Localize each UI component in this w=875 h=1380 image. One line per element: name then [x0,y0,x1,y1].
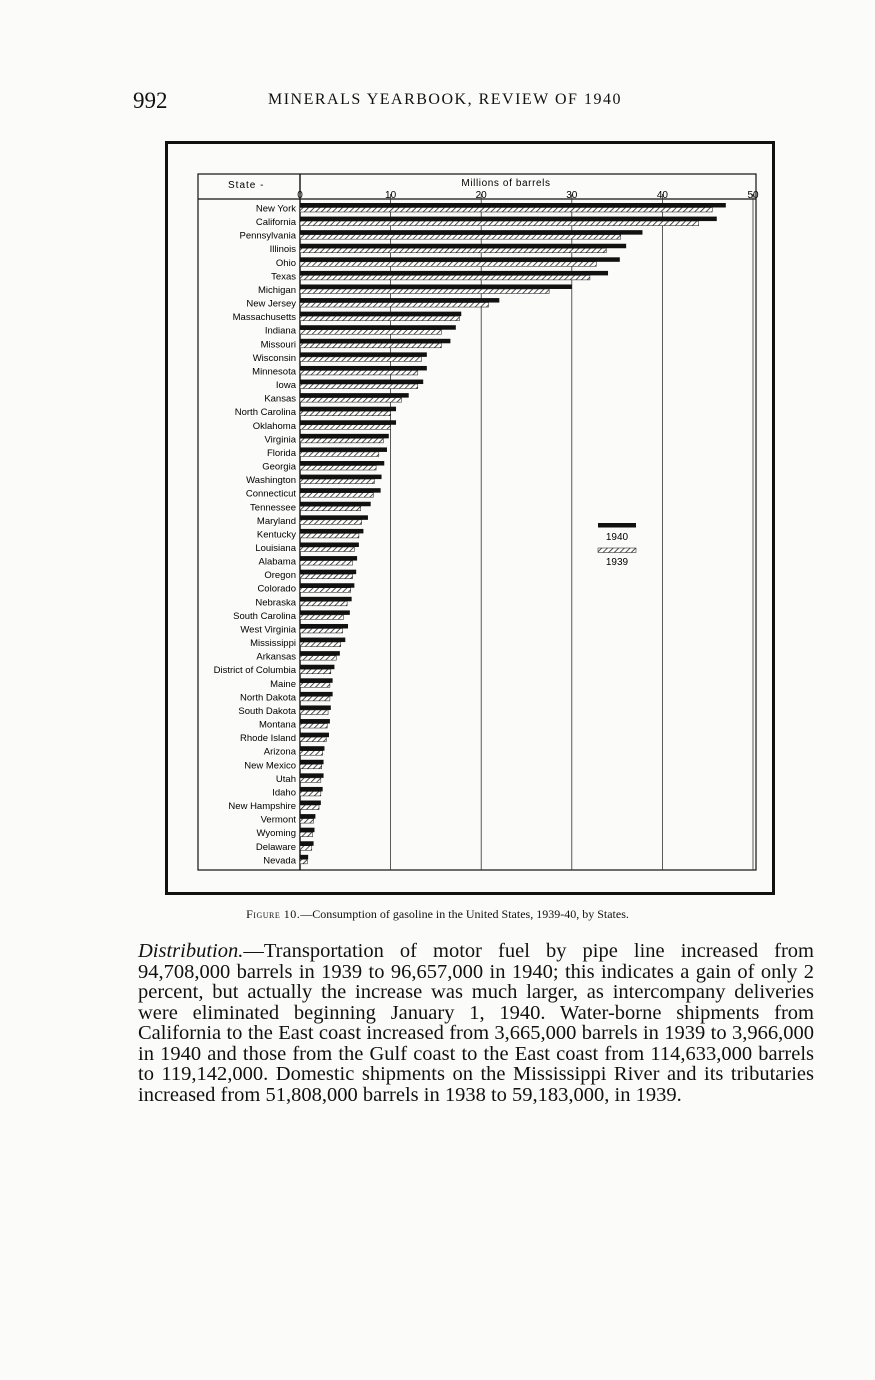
bar-1940-north-carolina [300,407,396,412]
category-label-arizona: Arizona [263,746,296,758]
bar-1939-illinois [300,248,606,253]
category-label-washington: Washington [246,475,296,487]
category-label-new-mexico: New Mexico [244,760,296,772]
legend-label-1940: 1940 [605,532,629,543]
x-tick-label-40: 40 [656,190,668,201]
bar-1940-arizona [300,746,324,751]
bar-1939-washington [300,479,374,484]
bar-1940-new-york [300,203,726,208]
bar-1940-maryland [300,515,368,520]
legend-label-1939: 1939 [605,557,629,568]
category-label-rhode-island: Rhode Island [240,733,296,745]
category-label-iowa: Iowa [275,380,296,392]
bar-1940-virginia [300,434,389,439]
bar-1939-delaware [300,846,312,851]
bar-1940-missouri [300,339,450,344]
category-label-new-hampshire: New Hampshire [228,801,296,813]
bar-1939-connecticut [300,493,373,498]
paragraph-run-in-heading: Distribution. [138,940,244,962]
running-head: MINERALS YEARBOOK, REVIEW OF 1940 [268,91,622,108]
bar-1939-massachusetts [300,316,459,321]
bar-1939-north-dakota [300,696,330,701]
category-label-kansas: Kansas [264,393,296,405]
bar-1939-missouri [300,343,441,348]
bar-1939-new-hampshire [300,805,319,810]
bar-1939-nevada [300,859,307,864]
page-number: 992 [133,88,168,113]
bar-1939-new-jersey [300,303,488,308]
x-tick-label-20: 20 [475,190,487,201]
bar-1940-district-of-columbia [300,665,334,670]
figure-caption [0,907,875,922]
body-paragraph [138,941,814,1105]
bar-1939-michigan [300,289,549,294]
bar-1939-colorado [300,588,351,593]
bar-1940-kentucky [300,529,363,534]
category-label-north-carolina: North Carolina [234,407,296,419]
category-label-nebraska: Nebraska [255,597,296,609]
category-label-montana: Montana [259,719,296,731]
bar-1939-vermont [300,819,314,824]
bar-1940-north-dakota [300,692,333,697]
bar-1940-louisiana [300,543,359,548]
bar-1940-michigan [300,284,572,289]
x-tick-label-30: 30 [566,190,578,201]
figure-caption-label: Figure 10. [246,907,301,921]
category-label-wisconsin: Wisconsin [252,352,296,364]
category-label-district-of-columbia: District of Columbia [213,665,296,677]
bar-1940-mississippi [300,638,345,643]
bar-1940-washington [300,475,382,480]
category-label-virginia: Virginia [264,434,296,446]
category-label-massachusetts: Massachusetts [232,312,296,324]
bar-1939-georgia [300,466,376,471]
paragraph-text: —Transportation of motor fuel by pipe line increased from 94,708,000 barrels in 1939 to 96,657,000 in 1940; this indicates a gain of only 2 percent, but actually the increase was much larger, as intercompany deliveries were eliminated beginning January 1, 1940. Water-borne shipments from California to the East coast increased from 3,665,000 barrels in 1939 to 3,966,000 in 1940 and those from the Gulf coast to the East coast from 114,633,000 barrels to 119,142,000. Domestic shipments on the Mississippi River and its tributaries increased from 51,808,000 barrels in 1938 to 59,183,000, in 1939. [138,940,814,1106]
bar-1940-texas [300,271,608,276]
bar-1940-ohio [300,257,620,262]
bar-1939-idaho [300,791,321,796]
bar-1940-utah [300,773,324,778]
category-label-georgia: Georgia [262,461,296,473]
category-label-west-virginia: West Virginia [240,624,296,636]
bar-1940-massachusetts [300,312,461,317]
category-label-texas: Texas [271,271,296,283]
category-label-indiana: Indiana [264,325,296,337]
bar-1940-iowa [300,380,423,385]
category-label-illinois: Illinois [269,244,296,256]
bar-1939-maryland [300,520,362,525]
bar-1939-virginia [300,438,383,443]
bar-1939-texas [300,275,590,280]
y-axis-title: State - [228,180,265,191]
category-label-florida: Florida [266,447,296,459]
category-label-idaho: Idaho [272,787,296,799]
bar-1940-connecticut [300,488,381,493]
bar-1940-new-jersey [300,298,499,303]
bar-1939-maine [300,683,330,688]
bar-1939-wisconsin [300,357,421,362]
bar-1940-wyoming [300,828,314,833]
bar-1939-north-carolina [300,411,391,416]
bar-1939-alabama [300,561,353,566]
category-label-california: California [255,217,296,229]
bar-1939-tennessee [300,506,361,511]
category-label-oklahoma: Oklahoma [252,420,296,432]
bar-1939-oregon [300,574,353,579]
bar-1939-mississippi [300,642,341,647]
category-label-arkansas: Arkansas [256,651,296,663]
bar-1940-wisconsin [300,352,427,357]
category-label-new-jersey: New Jersey [246,298,296,310]
bar-1940-florida [300,447,387,452]
bar-1939-south-carolina [300,615,343,620]
category-label-connecticut: Connecticut [245,488,296,500]
bar-1939-wyoming [300,832,313,837]
bar-1940-nevada [300,855,308,860]
category-label-tennessee: Tennessee [250,502,296,514]
category-label-ohio: Ohio [275,257,296,269]
category-label-south-dakota: South Dakota [238,705,296,717]
legend-swatch-1939 [598,548,636,553]
bar-1939-south-dakota [300,710,328,715]
category-label-minnesota: Minnesota [252,366,296,378]
bar-1939-arkansas [300,656,336,661]
bar-1940-maine [300,678,333,683]
bar-1940-south-carolina [300,610,350,615]
category-label-oregon: Oregon [264,570,296,582]
category-label-mississippi: Mississippi [250,638,296,650]
category-label-maryland: Maryland [256,515,296,527]
category-label-kentucky: Kentucky [256,529,296,541]
bar-1940-kansas [300,393,409,398]
bar-1940-new-mexico [300,760,324,765]
bar-1939-district-of-columbia [300,669,331,674]
gasoline-consumption-chart [168,144,772,892]
category-label-new-york: New York [255,203,296,215]
category-label-alabama: Alabama [258,556,296,568]
bar-1940-rhode-island [300,733,329,738]
bar-1939-indiana [300,330,441,335]
x-tick-label-50: 50 [747,190,759,201]
bar-1940-minnesota [300,366,427,371]
category-label-missouri: Missouri [260,339,296,351]
bar-1939-new-york [300,208,712,213]
bar-1939-oklahoma [300,425,391,430]
bar-1940-montana [300,719,330,724]
bar-1939-kentucky [300,533,359,538]
category-label-maine: Maine [270,678,296,690]
bar-1940-alabama [300,556,357,561]
bar-1939-louisiana [300,547,354,552]
category-label-utah: Utah [275,773,296,785]
bar-1940-colorado [300,583,354,588]
bar-1939-pennsylvania [300,235,621,240]
bar-1940-oregon [300,570,356,575]
category-label-vermont: Vermont [260,814,296,826]
bar-1940-tennessee [300,502,371,507]
bar-1940-pennsylvania [300,230,642,235]
bar-1939-west-virginia [300,628,343,633]
bar-1939-montana [300,724,327,729]
bar-1939-iowa [300,384,418,389]
category-label-delaware: Delaware [255,841,296,853]
legend-swatch-1940 [598,523,636,528]
category-label-louisiana: Louisiana [255,543,296,554]
bar-1940-new-hampshire [300,801,321,806]
category-label-nevada: Nevada [263,855,296,867]
figure-caption-text: —Consumption of gasoline in the United States, 1939-40, by States. [300,907,629,921]
bar-1940-vermont [300,814,315,819]
x-tick-label-0: 0 [297,190,303,201]
bar-1940-indiana [300,325,456,330]
bar-1939-ohio [300,262,596,267]
bar-1939-new-mexico [300,764,322,769]
category-label-pennsylvania: Pennsylvania [239,230,296,242]
category-label-wyoming: Wyoming [256,828,296,840]
bar-1940-california [300,217,717,222]
bar-1940-oklahoma [300,420,396,425]
bar-1940-south-dakota [300,705,331,710]
bar-1940-nebraska [300,597,352,602]
x-tick-label-10: 10 [385,190,397,201]
bar-1940-west-virginia [300,624,348,629]
category-label-north-dakota: North Dakota [240,692,296,704]
x-axis-title: Millions of barrels [461,178,551,189]
figure-frame [165,141,775,895]
bar-1939-utah [300,778,321,783]
bar-1939-kansas [300,398,401,403]
bar-1940-georgia [300,461,384,466]
bar-1939-california [300,221,699,226]
bar-1940-arkansas [300,651,340,656]
bar-1939-rhode-island [300,737,326,742]
bar-1939-nebraska [300,601,347,606]
bar-1940-delaware [300,841,314,846]
bar-1940-idaho [300,787,323,792]
category-label-michigan: Michigan [257,284,296,296]
bar-1940-illinois [300,244,626,249]
bar-1939-minnesota [300,370,418,375]
bar-1939-florida [300,452,379,457]
category-label-colorado: Colorado [257,583,296,595]
category-label-south-carolina: South Carolina [233,610,296,622]
bar-1939-arizona [300,751,323,756]
